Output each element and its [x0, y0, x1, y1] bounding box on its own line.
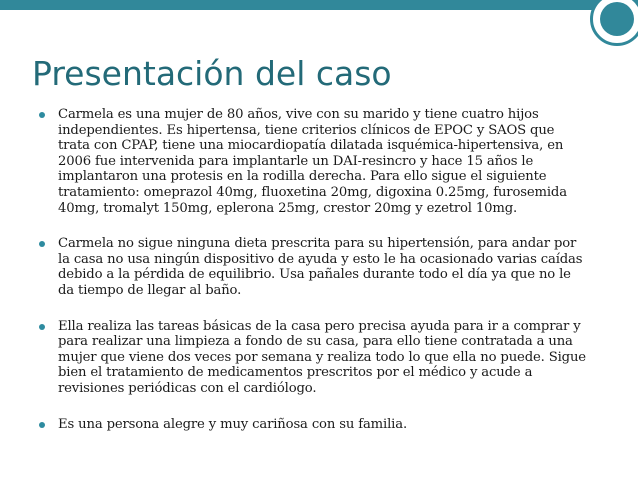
bullet-line: da tiempo de llegar al baño. [58, 282, 242, 298]
bullet-line: tratamiento: omeprazol 40mg, fluoxetina 20mg, digoxina 0.25mg, furosemida [58, 184, 567, 200]
bullet-line: mujer que viene dos veces por semana y realiza todo lo que ella no puede. Sigue [58, 349, 586, 365]
top-accent-band [0, 0, 638, 10]
bullet-line: revisiones periódicas con el cardiólogo. [58, 380, 317, 396]
bullet-dot-icon [39, 422, 45, 428]
bullet-line: Carmela es una mujer de 80 años, vive con su marido y tiene cuatro hijos [58, 107, 539, 122]
bullet-line: Carmela no sigue ninguna dieta prescrita para su hipertensión, para andar por [58, 236, 577, 252]
bullet-dot-icon [39, 324, 45, 330]
bullet-line: 2006 fue intervenida para implantarle un DAI-resincro y hace 15 años le [58, 153, 534, 169]
bullet-line: la casa no usa ningún dispositivo de ayuda y esto le ha ocasionado varias caídas [58, 251, 583, 267]
slide-title: Presentación del caso [32, 54, 392, 93]
bullet-line: debido a la pérdida de equilibrio. Usa pañales durante todo el día ya que no le [58, 267, 571, 283]
bullet-line: Es una persona alegre y muy cariñosa con su familia. [58, 416, 407, 432]
bullet-line: bien el tratamiento de medicamentos prescritos por el médico y acude a [58, 365, 533, 381]
bullet-line: Ella realiza las tareas básicas de la casa pero precisa ayuda para ir a comprar y [58, 318, 581, 334]
bullet-item [38, 236, 598, 298]
bullet-line: independientes. Es hipertensa, tiene criterios clínicos de EPOC y SAOS que [58, 122, 555, 138]
bullet-line: 40mg, tromalyt 150mg, eplerona 25mg, crestor 20mg y ezetrol 10mg. [58, 200, 518, 216]
bullet-line: para realizar una limpieza a fondo de su casa, para ello tiene contratada a una [58, 334, 573, 350]
bullet-line: trata con CPAP, tiene una miocardiopatía dilatada isquémica-hipertensiva, en [58, 138, 564, 154]
bullet-line: implantaron una protesis en la rodilla derecha. Para ello sigue el siguiente [58, 169, 547, 185]
bullet-item [38, 107, 598, 216]
bullet-dot-icon [39, 241, 45, 247]
bullet-item [38, 319, 598, 397]
bullet-list [38, 107, 598, 452]
bullet-item [38, 417, 598, 433]
corner-circle-ornament [590, 0, 638, 46]
bullet-dot-icon [39, 112, 45, 118]
